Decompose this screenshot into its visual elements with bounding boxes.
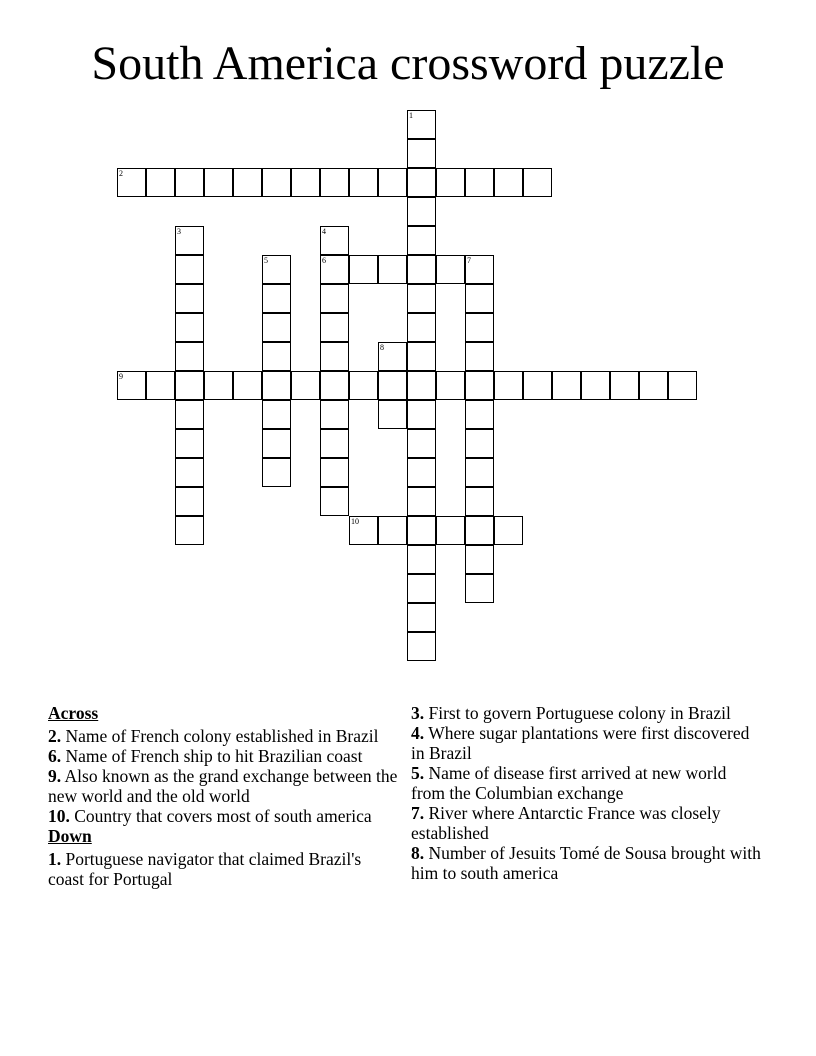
clue xyxy=(411,703,763,723)
clue-text: Name of disease first arrived at new world from the Columbian exchange xyxy=(411,763,727,803)
grid-cell[interactable] xyxy=(436,371,465,400)
grid-cell[interactable] xyxy=(175,400,204,429)
grid-cell[interactable] xyxy=(581,371,610,400)
grid-cell[interactable] xyxy=(407,429,436,458)
grid-cell[interactable] xyxy=(320,313,349,342)
grid-cell[interactable] xyxy=(378,371,407,400)
grid-cell[interactable] xyxy=(668,371,697,400)
clue-text: First to govern Portuguese colony in Brazil xyxy=(428,703,731,723)
grid-cell[interactable] xyxy=(175,458,204,487)
clue-num: 6. xyxy=(48,746,62,766)
grid-cell[interactable] xyxy=(465,284,494,313)
clue-text: Country that covers most of south america xyxy=(74,806,372,826)
clue-number: 8 xyxy=(380,343,384,352)
grid-cell[interactable] xyxy=(320,255,349,284)
grid-cell[interactable] xyxy=(436,516,465,545)
grid-cell[interactable] xyxy=(175,284,204,313)
grid-cell[interactable] xyxy=(407,255,436,284)
grid-cell[interactable] xyxy=(465,545,494,574)
grid-cell[interactable] xyxy=(320,487,349,516)
clue xyxy=(48,849,400,889)
grid-cell[interactable] xyxy=(407,516,436,545)
grid-cell[interactable] xyxy=(262,458,291,487)
grid-cell[interactable] xyxy=(378,168,407,197)
clue-text: Portuguese navigator that claimed Brazil's coast for Portugal xyxy=(48,849,362,889)
grid-cell[interactable] xyxy=(494,168,523,197)
clue xyxy=(411,723,763,763)
clue-number: 10 xyxy=(351,517,359,526)
grid-cell[interactable] xyxy=(262,400,291,429)
grid-cell[interactable] xyxy=(407,197,436,226)
grid-cell[interactable] xyxy=(320,458,349,487)
grid-cell[interactable] xyxy=(320,342,349,371)
grid-cell[interactable] xyxy=(320,284,349,313)
grid-cell[interactable] xyxy=(262,429,291,458)
grid-cell[interactable] xyxy=(262,371,291,400)
grid-cell[interactable] xyxy=(465,400,494,429)
grid-cell[interactable] xyxy=(320,371,349,400)
grid-cell[interactable] xyxy=(262,284,291,313)
clue-num: 3. xyxy=(411,703,425,723)
clue xyxy=(48,766,400,806)
clue-num: 9. xyxy=(48,766,62,786)
grid-cell[interactable] xyxy=(320,168,349,197)
grid-cell[interactable] xyxy=(407,487,436,516)
clue-number: 3 xyxy=(177,227,181,236)
grid-cell[interactable] xyxy=(349,255,378,284)
clue xyxy=(48,746,400,766)
clue xyxy=(411,803,763,843)
grid-cell[interactable] xyxy=(204,371,233,400)
clue-text: Where sugar plantations were first discovered in Brazil xyxy=(411,723,750,763)
clue-num: 5. xyxy=(411,763,425,783)
clue-text: Also known as the grand exchange between the new world and the old world xyxy=(48,766,398,806)
grid-cell[interactable] xyxy=(233,168,262,197)
clues-right-column xyxy=(411,703,763,883)
grid-cell[interactable] xyxy=(523,371,552,400)
grid-cell[interactable] xyxy=(465,342,494,371)
grid-cell[interactable] xyxy=(407,574,436,603)
down-clue-list-continued xyxy=(411,703,763,883)
grid-cell[interactable] xyxy=(552,371,581,400)
grid-cell[interactable] xyxy=(436,168,465,197)
grid-cell[interactable] xyxy=(349,516,378,545)
grid-cell[interactable] xyxy=(407,545,436,574)
grid-cell[interactable] xyxy=(523,168,552,197)
grid-cell[interactable] xyxy=(407,603,436,632)
clue-num: 4. xyxy=(411,723,425,743)
clue xyxy=(411,763,763,803)
grid-cell[interactable] xyxy=(204,168,233,197)
clue-num: 10. xyxy=(48,806,70,826)
grid-cell[interactable] xyxy=(465,313,494,342)
clue-number: 5 xyxy=(264,256,268,265)
grid-cell[interactable] xyxy=(175,313,204,342)
clue-num: 1. xyxy=(48,849,62,869)
down-clue-list xyxy=(48,849,400,889)
grid-cell[interactable] xyxy=(378,516,407,545)
grid-cell[interactable] xyxy=(262,313,291,342)
grid-cell[interactable] xyxy=(175,487,204,516)
grid-cell[interactable] xyxy=(465,487,494,516)
grid-cell[interactable] xyxy=(146,168,175,197)
grid-cell[interactable] xyxy=(465,429,494,458)
grid-cell[interactable] xyxy=(465,255,494,284)
clue-number: 2 xyxy=(119,169,123,178)
grid-cell[interactable] xyxy=(175,226,204,255)
grid-cell[interactable] xyxy=(146,371,175,400)
grid-cell[interactable] xyxy=(465,574,494,603)
grid-cell[interactable] xyxy=(175,342,204,371)
grid-cell[interactable] xyxy=(465,168,494,197)
grid-cell[interactable] xyxy=(175,516,204,545)
grid-cell[interactable] xyxy=(407,371,436,400)
clue xyxy=(411,843,763,883)
grid-cell[interactable] xyxy=(407,400,436,429)
clue-number: 4 xyxy=(322,227,326,236)
grid-cell[interactable] xyxy=(407,139,436,168)
grid-cell[interactable] xyxy=(610,371,639,400)
grid-cell[interactable] xyxy=(320,400,349,429)
grid-cell[interactable] xyxy=(378,400,407,429)
grid-cell[interactable] xyxy=(320,429,349,458)
clue-num: 7. xyxy=(411,803,425,823)
grid-cell[interactable] xyxy=(407,226,436,255)
grid-cell[interactable] xyxy=(407,110,436,139)
grid-cell[interactable] xyxy=(117,371,146,400)
grid-cell[interactable] xyxy=(465,458,494,487)
grid-cell[interactable] xyxy=(407,168,436,197)
grid-cell[interactable] xyxy=(639,371,668,400)
grid-cell[interactable] xyxy=(407,313,436,342)
grid-cell[interactable] xyxy=(407,632,436,661)
grid-cell[interactable] xyxy=(175,429,204,458)
clue-text: Number of Jesuits Tomé de Sousa brought with him to south america xyxy=(411,843,761,883)
clue xyxy=(48,726,400,746)
grid-cell[interactable] xyxy=(233,371,262,400)
grid-cell[interactable] xyxy=(349,371,378,400)
grid-cell[interactable] xyxy=(175,255,204,284)
down-heading: Down xyxy=(48,826,92,846)
grid-cell[interactable] xyxy=(465,371,494,400)
clue-num: 8. xyxy=(411,843,425,863)
clue xyxy=(48,806,400,826)
clue-text: River where Antarctic France was closely established xyxy=(411,803,721,843)
across-heading: Across xyxy=(48,703,99,723)
grid-cell[interactable] xyxy=(465,516,494,545)
clue-number: 6 xyxy=(322,256,326,265)
grid-cell[interactable] xyxy=(175,371,204,400)
clue-text: Name of French colony established in Brazil xyxy=(65,726,379,746)
grid-cell[interactable] xyxy=(320,226,349,255)
grid-cell[interactable] xyxy=(117,168,146,197)
across-clue-list xyxy=(48,726,400,826)
page-title: South America crossword puzzle xyxy=(91,37,725,90)
grid-cell[interactable] xyxy=(494,371,523,400)
grid-cell[interactable] xyxy=(262,168,291,197)
grid-cell[interactable] xyxy=(291,371,320,400)
grid-cell[interactable] xyxy=(494,516,523,545)
grid-cell[interactable] xyxy=(407,342,436,371)
clue-number: 9 xyxy=(119,372,123,381)
grid-cell[interactable] xyxy=(378,342,407,371)
grid-cell[interactable] xyxy=(262,255,291,284)
grid-cell[interactable] xyxy=(407,284,436,313)
grid-cell[interactable] xyxy=(378,255,407,284)
clue-number: 7 xyxy=(467,256,471,265)
grid-cell[interactable] xyxy=(407,458,436,487)
clue-num: 2. xyxy=(48,726,62,746)
grid-cell[interactable] xyxy=(175,168,204,197)
grid-cell[interactable] xyxy=(436,255,465,284)
grid-cell[interactable] xyxy=(349,168,378,197)
grid-cell[interactable] xyxy=(262,342,291,371)
clue-number: 1 xyxy=(409,111,413,120)
grid-cell[interactable] xyxy=(291,168,320,197)
clues-left-column xyxy=(48,703,400,889)
clue-text: Name of French ship to hit Brazilian coast xyxy=(65,746,363,766)
